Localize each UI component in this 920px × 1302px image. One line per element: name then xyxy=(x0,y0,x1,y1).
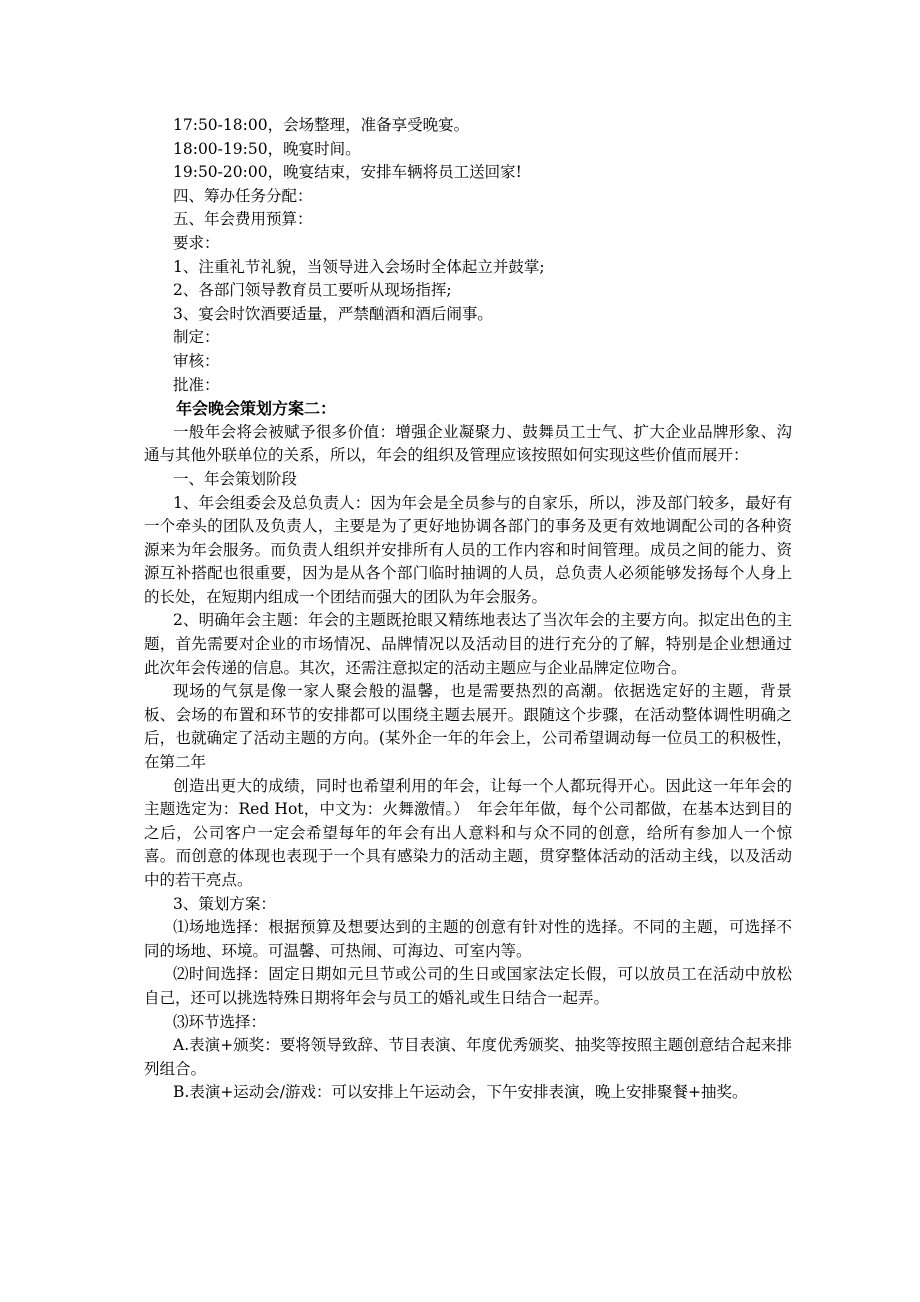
atmosphere-paragraph: 现场的气氛是像一家人聚会般的温馨，也是需要热烈的高潮。依据选定好的主题，背景板、会场的布置和环节的安排都可以围绕主题去展开。跟随这个步骤，在活动整体调性明确之后，也就确定了活动主题的方向。(某外企一年的年会上，公司希望调动每一位员工的积极性，在第二年 xyxy=(144,682,792,772)
requirements-title: 要求： xyxy=(173,233,220,252)
plan-two-title: 年会晚会策划方案二： xyxy=(176,399,337,419)
section-four: 四、筹办任务分配： xyxy=(173,186,313,205)
item1-paragraph: 1、年会组委会及总负责人：因为年会是全员参与的自家乐，所以，涉及部门较多，最好有一个牵头的团队及负责人，主要是为了更好地协调各部门的事务及更有效地调配公司的各种资源来为年会服务。而负责人组织并安排所有人员的工作内容和时间管理。成员之间的能力、资源互补搭配也很重要，因为是从各个部门临时抽调的人员，总负责人必须能够发扬每个人身上的长处，在短期内组成一个团结而强大的团队为年会服务。 xyxy=(144,493,792,606)
document-page xyxy=(144,114,792,1105)
venue-paragraph: ⑴场地选择：根据预算及想要达到的主题的创意有针对性的选择。不同的主题，可选择不同的场地、环境。可温馨、可热闹、可海边、可室内等。 xyxy=(144,918,792,960)
option-b-paragraph: B.表演+运动会/游戏：可以安排上午运动会，下午安排表演，晚上安排聚餐+抽奖。 xyxy=(173,1083,748,1102)
schedule-line: 18:00-19:50，晚宴时间。 xyxy=(173,139,361,158)
requirement-item: 1、注重礼节礼貌，当领导进入会场时全体起立并鼓掌; xyxy=(173,257,545,276)
requirement-item: 2、各部门领导教育员工要听从现场指挥; xyxy=(173,281,452,300)
signoff-drafted: 制定： xyxy=(173,328,220,347)
create-paragraph: 创造出更大的成绩，同时也希望利用的年会，让每一个人都玩得开心。因此这一年年会的主题选定为：Red Hot，中文为：火舞激情。） 年会年年做，每个公司都做，在基本达到目的之后，公司客户一定会希望每年的年会有出人意料和与众不同的创意，给所有参加人一个惊喜。而创意的体现也表现于一个具有感染力的活动主题，贯穿整体活动的活动主线，以及活动中的若干亮点。 xyxy=(144,776,792,889)
requirement-item: 3、宴会时饮酒要适量，严禁酗酒和酒后闹事。 xyxy=(173,304,493,323)
phase-one-heading: 一、年会策划阶段 xyxy=(173,469,298,488)
item3-heading: 3、策划方案： xyxy=(173,894,276,913)
item2-paragraph: 2、明确年会主题：年会的主题既抢眼又精练地表达了当次年会的主要方向。拟定出色的主题，首先需要对企业的市场情况、品牌情况以及活动目的进行充分的了解，特别是企业想通过此次年会传递的信息。其次，还需注意拟定的活动主题应与企业品牌定位吻合。 xyxy=(144,611,792,677)
signoff-reviewed: 审核： xyxy=(173,351,220,370)
intro-paragraph: 一般年会将会被赋予很多价值：增强企业凝聚力、鼓舞员工士气、扩大企业品牌形象、沟通与其他外联单位的关系，所以，年会的组织及管理应该按照如何实现这些价值而展开： xyxy=(144,422,792,465)
schedule-line: 19:50-20:00，晚宴结束，安排车辆将员工送回家! xyxy=(173,163,522,182)
section-five: 五、年会费用预算： xyxy=(173,210,313,229)
time-paragraph: ⑵时间选择：固定日期如元旦节或公司的生日或国家法定长假，可以放员工在活动中放松自己，还可以挑选特殊日期将年会与员工的婚礼或生日结合一起弄。 xyxy=(144,965,792,1007)
schedule-line: 17:50-18:00，会场整理，准备享受晚宴。 xyxy=(173,116,470,134)
segments-heading: ⑶环节选择： xyxy=(173,1012,267,1031)
option-a-paragraph: A.表演+颁奖：要将领导致辞、节目表演、年度优秀颁奖、抽奖等按照主题创意结合起来排列组合。 xyxy=(144,1036,792,1078)
signoff-approved: 批准： xyxy=(173,375,220,394)
